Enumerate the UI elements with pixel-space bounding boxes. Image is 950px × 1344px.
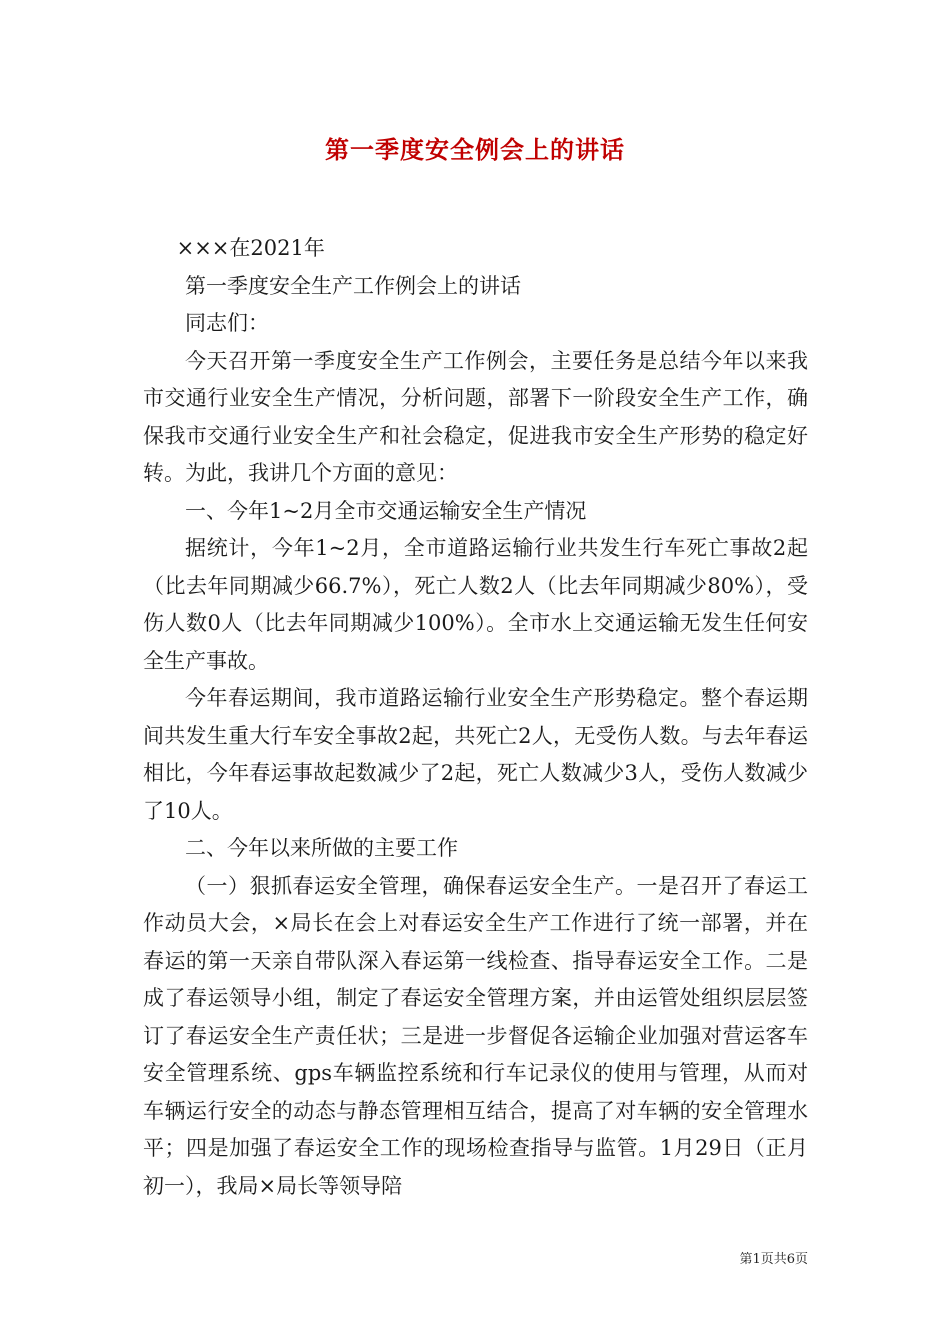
paragraph-author: ×××在2021年 [176,236,325,260]
paragraph-salutation: 同志们： [185,311,269,335]
document-body [143,230,808,1205]
paragraph-subtitle: 第一季度安全生产工作例会上的讲话 [185,273,521,298]
section-heading-2: 二、今年以来所做的主要工作 [185,836,458,860]
page-number: 第1页共6页 [739,1252,808,1267]
paragraph-intro: 今天召开第一季度安全生产工作例会，主要任务是总结今年以来我市交通行业安全生产情况，分析问题，部署下一阶段安全生产工作，确保我市交通行业安全生产和社会稳定，促进我市安全生产形势的稳定好转。为此，我讲几个方面的意见： [143,348,808,485]
section-heading-1: 一、今年1~2月全市交通运输安全生产情况 [185,498,587,523]
paragraph-work-1: （一）狠抓春运安全管理，确保春运安全生产。一是召开了春运工作动员大会，×局长在会上对春运安全生产工作进行了统一部署，并在春运的第一天亲自带队深入春运第一线检查、指导春运安全工作。二是成了春运领导小组，制定了春运安全管理方案，并由运管处组织层层签订了春运安全生产责任状；三是进一步督促各运输企业加强对营运客车安全管理系统、gps车辆监控系统和行车记录仪的使用与管理，从而对车辆运行安全的动态与静态管理相互结合，提高了对车辆的安全管理水平；四是加强了春运安全工作的现场检查指导与监管。1月29日（正月初一），我局×局长等领导陪 [143,873,808,1198]
document-title: 第一季度安全例会上的讲话 [325,135,625,164]
paragraph-spring-festival: 今年春运期间，我市道路运输行业安全生产形势稳定。整个春运期间共发生重大行车安全事故2起，共死亡2人，无受伤人数。与去年春运相比，今年春运事故起数减少了2起，死亡人数减少3人，受伤人数减少了10人。 [143,686,808,823]
paragraph-statistics: 据统计，今年1~2月，全市道路运输行业共发生行车死亡事故2起（比去年同期减少66.7%），死亡人数2人（比去年同期减少80%），受伤人数0人（比去年同期减少100%）。全市水上交通运输无发生任何安全生产事故。 [143,536,808,673]
